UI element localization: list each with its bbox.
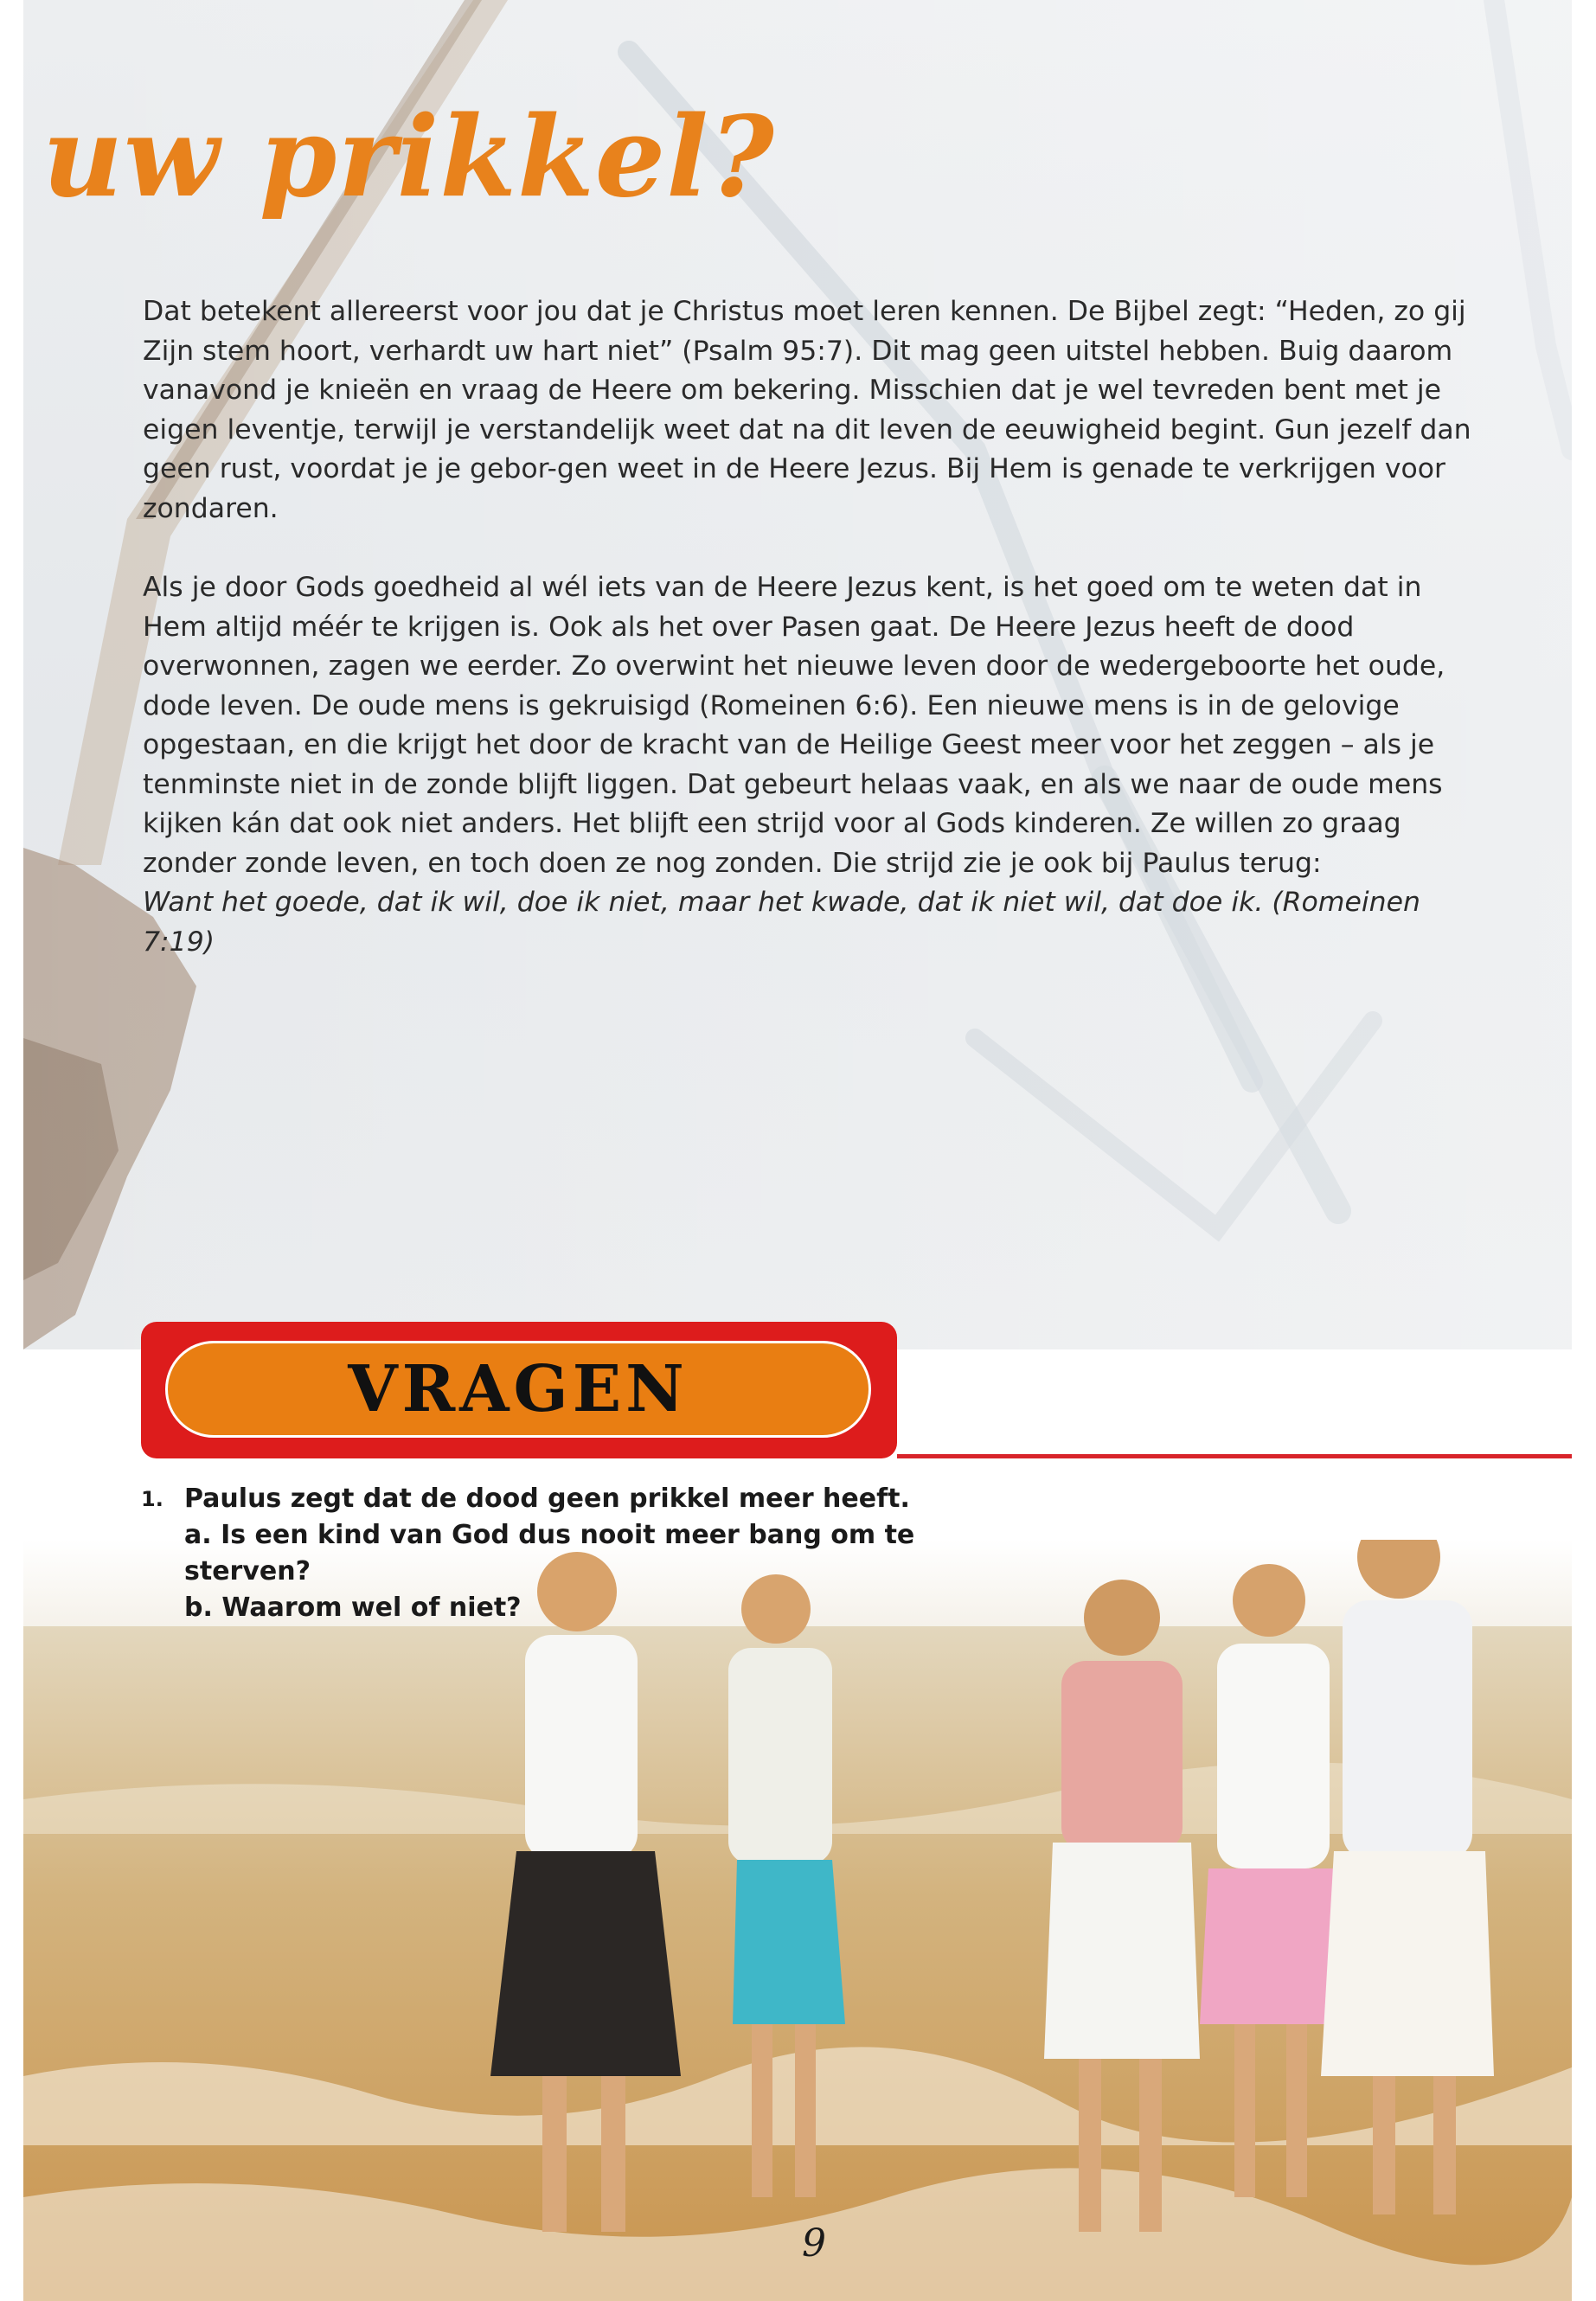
page-number: 9 [802,2221,826,2266]
article-body [143,292,1492,1002]
paragraph: Als je door Gods goedheid al wél iets van de Heere Jezus kent, is het goed om te weten dat in Hem altijd méér te krijgen is. Ook als het over Pasen gaat. De Heere Jezus heeft de dood overwonnen, zagen we eerder. Zo overwint het nieuwe leven door de wedergeboorte het oude, dode leven. De oude mens is gekruisigd (Romeinen 6:6). Een nieuwe mens is in de gelovige opgestaan, en die krijgt het door de kracht van de Heilige Geest meer voor het zeggen – als je tenminste niet in de zonde blijft liggen. Dat gebeurt helaas vaak, en als we naar de oude mens kijken kán dat ook niet anders. Het blijft een strijd voor al Gods kinderen. Ze willen zo graag zonder zonde leven, en toch doen ze nog zonden. Die strijd zie je ook bij Paulus terug: [143,572,1445,879]
question-sub-a: a. Is een kind van God dus nooit meer bang om te sterven? [184,1520,915,1586]
paragraph: Dat betekent allereerst voor jou dat je Christus moet leren kennen. De Bijbel zegt: “Heden, zo gij Zijn stem hoort, verhardt uw hart niet” (Psalm 95:7). Dit mag geen uitstel hebben. Buig daarom vanavond je knieën en vraag de Heere om bekering. Misschien dat je wel tevreden bent met je eigen leventje, terwijl je verstandelijk weet dat na dit leven de eeuwigheid begint. Gun jezelf dan geen rust, voordat je je gebor-gen weet in de Heere Jezus. Bij Hem is genade te verkrijgen voor zondaren. [143,296,1471,524]
page [23,0,1572,2301]
questions-header-pill [165,1341,871,1438]
beach-photo [23,1540,1572,2301]
page-title: uw prikkel? [42,93,775,222]
question-number: 1. [141,1487,163,1511]
question-sub-b: b. Waarom wel of niet? [184,1593,522,1623]
question-text: Paulus zegt dat de dood geen prikkel meer heeft. [184,1484,910,1514]
girls-on-beach-illustration [23,1540,1572,2301]
header-rule [897,1454,1572,1458]
questions-header-frame [141,1322,897,1458]
scripture-quote: Want het goede, dat ik wil, doe ik niet, maar het kwade, dat ik niet wil, dat doe ik. (Romeinen 7:19) [143,887,1420,958]
question-item [141,1481,1006,1517]
questions-header: VRAGEN [348,1352,689,1426]
questions-list [141,1481,1006,1626]
